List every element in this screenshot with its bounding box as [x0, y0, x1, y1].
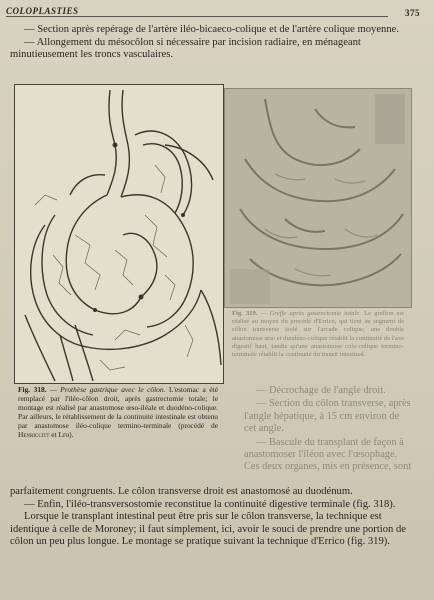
intro-text — [10, 24, 420, 62]
running-header — [6, 6, 420, 20]
page-number: 375 — [405, 8, 420, 18]
header-rule — [6, 16, 388, 17]
step-2: — Section du côlon transverse, après l'angle hépatique, à 15 cm environ de cet angle. — [244, 398, 411, 435]
intestine-drawing — [15, 85, 223, 383]
figure-318-label: Fig. 318. — [18, 385, 47, 394]
bottom-text — [10, 486, 420, 549]
bottom-paragraph-2: — Enfin, l'iléo-transversostomie reconstitue la continuité digestive terminale (fig. 318). — [24, 498, 396, 510]
figure-318-ending: et Lro). — [49, 430, 74, 439]
figure-318-caption — [18, 385, 218, 439]
step-3: — Bascule du transplant de façon à anastomoser l'iléon avec l'œsophage. Ces deux organes, mis en présence, sont — [244, 436, 412, 473]
procedure-steps — [244, 385, 412, 475]
figure-319-title: — Greffe après gastrectomie totale. — [260, 310, 361, 317]
figure-319-photo — [224, 88, 412, 308]
intro-paragraph-1: — Section après repérage de l'artère iléo-bicaeco-colique et de l'artère colique moyenne. — [24, 24, 399, 35]
figure-318-body: L'estomac a été remplacé par l'iléo-côlon droit, après gastrectomie totale; le montage est réalisé par anastomose œso-iléale et duodéno-colique. Par ailleurs, le rétablissement de la continuité intestinale est obtenu par anastomose iléo-colique termino-terminale (procédé de — [18, 385, 218, 430]
figure-319-caption — [232, 310, 404, 359]
figure-318-title: — Prothèse gastrique avec le côlon. — [50, 385, 166, 394]
figure-319-label: Fig. 319. — [232, 310, 258, 317]
surgical-photo — [225, 89, 411, 307]
bottom-paragraph-3: Lorsque le transplant intestinal peut être pris sur le côlon transverse, la technique est identique à celle de Moroney; il faut simplement, ici, avoir le souci de prendre une portion de côlon un peu plus longue. Le montage se pratique suivant la technique d'Errico (fig. 319). — [10, 511, 406, 547]
chapter-title: COLOPLASTIES — [6, 6, 79, 16]
figure-319-body: Le greffon est réalisé au moyen du procédé d'Errico, qui tient au segment de côlon transverse isolé sur l'arcade colique; une double anastomose œso et duodéno-colique rétablit la continuité de l'axe digestif haut, tandis qu'une anastomose colo-colique termino-terminale rétablit la continuité du transit intestinal. — [232, 310, 404, 359]
intro-paragraph-2: — Allongement du mésocôlon si nécessaire par incision radiaire, en ménageant minutieusement les troncs vasculaires. — [10, 36, 361, 60]
figure-318-author: Henriccitt — [18, 430, 50, 439]
bottom-paragraph-1: parfaitement congruents. Le côlon transverse droit est anastomosé au duodénum. — [10, 486, 353, 497]
figure-318-illustration — [14, 84, 224, 384]
step-1: — Décrochage de l'angle droit. — [256, 385, 386, 396]
